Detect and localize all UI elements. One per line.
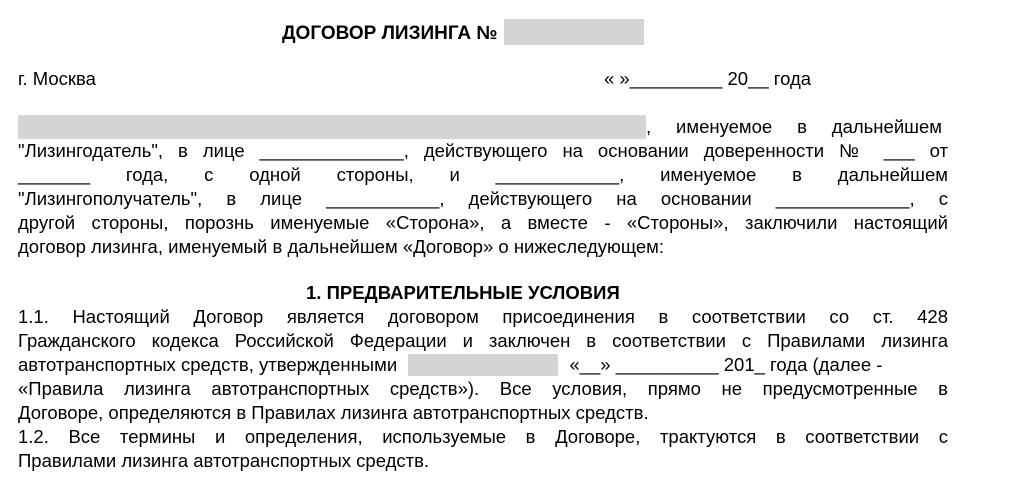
redacted-approver-name	[408, 354, 558, 376]
contract-date: « »_________ 20__ года	[604, 68, 812, 89]
clause-1-1-line-3	[18, 353, 948, 377]
clause-1-1-line-3-start: автотранспортных средств, утвержденными	[18, 354, 398, 375]
contract-city: г. Москва	[18, 68, 96, 89]
preamble-line-1-text: , именуемое в дальнейшем	[646, 116, 942, 137]
clause-1-2-line-1: 1.2. Все термины и определения, используемые в Договоре, трактуются в соответствии с	[18, 426, 948, 447]
preamble-line-3: _______ года, с одной стороны, и ____________, именуемое в дальнейшем	[18, 164, 948, 185]
preamble-line-4: "Лизингополучатель", в лице ___________, действующего на основании _____________, с	[18, 188, 948, 209]
preamble-line-2: "Лизингодатель", в лице ______________, действующего на основании доверенности № ___ от	[18, 140, 948, 161]
contract-title	[282, 19, 644, 47]
redacted-contract-number	[504, 19, 644, 45]
redacted-lessor-name	[18, 115, 646, 139]
clause-1-1-line-2: Гражданского кодекса Российской Федерации и заключен в соответствии с Правилами лизинга	[18, 330, 948, 351]
clause-1-2-line-2: Правилами лизинга автотранспортных средств.	[18, 450, 430, 471]
clause-1-1-line-1: 1.1. Настоящий Договор является договором присоединения в соответствии со ст. 428	[18, 306, 948, 327]
clause-1-1-line-3-end: «__» __________ 201_ года (далее -	[569, 354, 883, 375]
clause-1-1-line-5: Договоре, определяются в Правилах лизинга автотранспортных средств.	[18, 402, 649, 423]
preamble-line-5: другой стороны, порознь именуемые «Сторона», а вместе - «Стороны», заключили настоящий	[18, 212, 948, 233]
clause-1-1-line-4: «Правила лизинга автотранспортных средств»). Все условия, прямо не предусмотренные в	[18, 378, 948, 399]
preamble-line-1	[18, 115, 948, 139]
contract-title-text: ДОГОВОР ЛИЗИНГА №	[282, 23, 498, 44]
preamble-line-6: договор лизинга, именуемый в дальнейшем «Договор» о нижеследующем:	[18, 236, 665, 257]
section-1-title: 1. ПРЕДВАРИТЕЛЬНЫЕ УСЛОВИЯ	[306, 282, 620, 303]
